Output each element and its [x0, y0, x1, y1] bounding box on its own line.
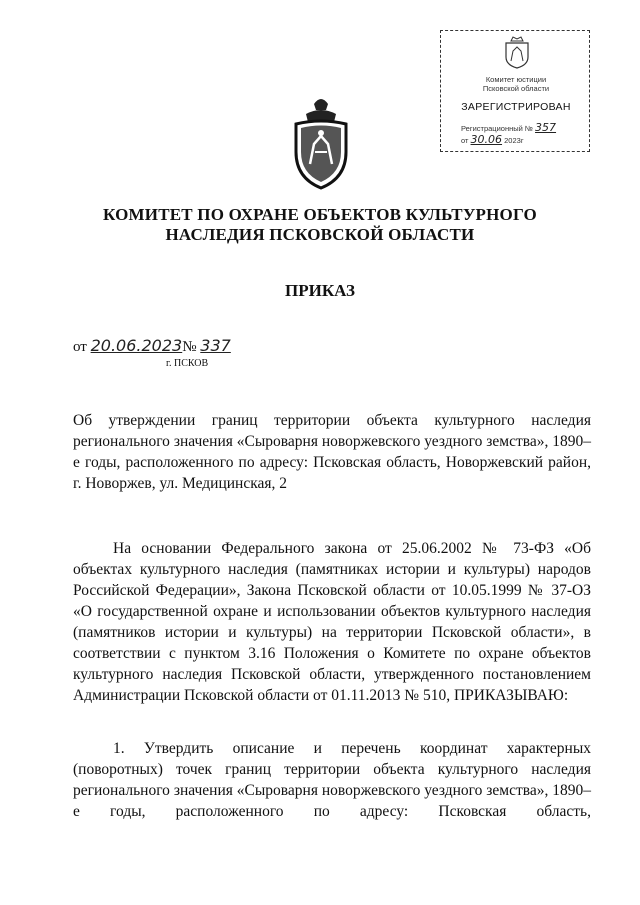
committee-name	[60, 205, 580, 245]
stamp-org-line1: Комитет юстиции	[485, 75, 547, 84]
stamp-org-line2: Псковской области	[482, 84, 550, 93]
order-basis-paragraph: На основании Федерального закона от 25.06.2002 № 73-ФЗ «Об объектах культурного наследия (памятниках истории и культуры) народов Российской Федерации», Закона Псковской области от 10.05.1999 № 37-ОЗ «О государственной охране и использовании объектов культурного наследия (памятников истории и культуры) на территории Псковской области», в соответствии с пунктом 3.16 Положения о Комитете по охране объектов культурного наследия Псковской области, утвержденного постановлением Администрации Псковской области от 01.11.2013 № 510, ПРИКАЗЫВАЮ:	[73, 540, 591, 704]
stamp-date-row	[461, 133, 524, 146]
stamp-date-handwritten: 30.06	[470, 133, 503, 146]
registration-stamp	[440, 30, 590, 152]
order-date: 20.06.2023	[90, 336, 183, 355]
stamp-date-prefix: от	[461, 136, 469, 145]
pskov-coat-of-arms-icon	[503, 35, 531, 69]
document-type: ПРИКАЗ	[285, 281, 355, 300]
order-number: 337	[200, 336, 231, 355]
pskov-region-emblem-icon	[292, 94, 350, 192]
committee-name-line1: КОМИТЕТ ПО ОХРАНЕ ОБЪЕКТОВ КУЛЬТУРНОГО	[103, 205, 537, 224]
order-city: г. ПСКОВ	[166, 358, 209, 369]
stamp-date-year: 2023	[504, 136, 521, 145]
order-date-prefix: от	[73, 339, 87, 355]
committee-name-line2: НАСЛЕДИЯ ПСКОВСКОЙ ОБЛАСТИ	[165, 225, 475, 244]
order-item-1: 1. Утвердить описание и перечень координат характерных (поворотных) точек границ территории объекта культурного наследия регионального значения «Сыроварня новоржевского уездного земства», 1890–е годы, расположенного по адресу: Псковская область,	[73, 740, 591, 820]
stamp-reg-number: 357	[535, 121, 557, 134]
order-number-label: №	[182, 339, 197, 355]
order-subject: Об утверждении границ территории объекта культурного наследия регионального значения «Сыроварня новоржевского уездного земства», 1890–е годы, расположенного по адресу: Псковская область, Новоржевский район, г. Новоржев, ул. Медицинская, 2	[73, 412, 591, 492]
order-date-row	[73, 336, 231, 356]
stamp-year-suffix: г	[520, 136, 524, 145]
stamp-reg-label: Регистрационный №	[461, 124, 533, 133]
stamp-status: ЗАРЕГИСТРИРОВАН	[461, 101, 571, 113]
